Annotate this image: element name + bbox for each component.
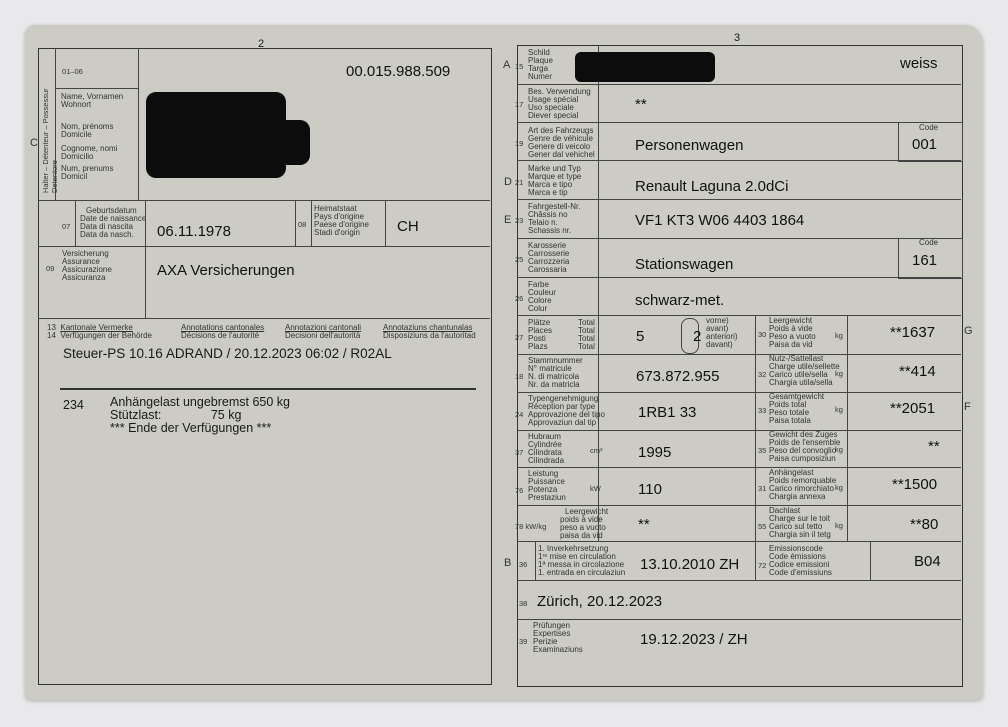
row33-number: 33 bbox=[758, 406, 767, 415]
row36-number: 36 bbox=[519, 560, 528, 569]
letter-a: A bbox=[503, 59, 511, 71]
row25-label: Karosserie Carrosserie Carrozzeria Carossaria bbox=[528, 241, 570, 274]
letter-d: D bbox=[504, 176, 512, 188]
row55-number: 55 bbox=[758, 522, 767, 531]
row37-number: 37 bbox=[515, 448, 524, 457]
row17-top bbox=[517, 84, 961, 85]
row35-number: 35 bbox=[758, 446, 767, 455]
redacted-plate bbox=[575, 52, 715, 82]
row09-vertical bbox=[145, 246, 146, 318]
letter-e: E bbox=[504, 214, 512, 226]
name-labels: Name, Vornamen Wohnort Nom, prénoms Domicile Cognome, nomi Domicilio Num, prenums Domicil bbox=[61, 92, 124, 181]
row26-value: schwarz-met. bbox=[635, 292, 725, 309]
row27-front-label: vorne) avant) anteriori) davant) bbox=[706, 316, 738, 349]
row55-label: Dachlast Charge sur le toit Carico sul tetto Chargia sin il tetg bbox=[769, 506, 831, 539]
holder-vertical-text: Halter – Détenteur – Possessur Detentore bbox=[41, 88, 59, 193]
row19-label: Art des Fahrzeugs Genre de véhicule Genere di veicolo Gener dal vehichel bbox=[528, 126, 595, 159]
row31-value: **1500 bbox=[892, 476, 938, 493]
row25-code-label: Code bbox=[919, 238, 939, 247]
row32-unit: kg bbox=[835, 369, 843, 378]
row30-number: 30 bbox=[758, 330, 767, 339]
row18-value: 673.872.955 bbox=[636, 368, 720, 385]
row37-label: Hubraum Cylindrée Cilindrata Cilindrada bbox=[528, 432, 565, 465]
row37-unit: cm³ bbox=[590, 446, 603, 455]
row19-code-label: Code bbox=[919, 123, 939, 132]
row33-value: **2051 bbox=[890, 400, 936, 417]
row24-number: 24 bbox=[515, 410, 524, 419]
row39-label: Prüfungen Expertises Perizie Examinaziuns bbox=[533, 621, 583, 654]
row33-unit: kg bbox=[835, 405, 843, 414]
row35-value: ** bbox=[928, 438, 940, 455]
row30-unit: kg bbox=[835, 331, 843, 340]
row78-number: 78 kW/kg bbox=[515, 522, 547, 531]
letter-c: C bbox=[30, 137, 38, 149]
row07-number: 07 bbox=[62, 222, 71, 231]
row27-value: 5 bbox=[636, 328, 645, 345]
row35-label: Gewicht des Zuges Poids de l'ensemble Peso del convoglio Paisa cumposiziun bbox=[769, 430, 841, 463]
row07-value: 06.11.1978 bbox=[157, 223, 231, 240]
row21-number: 21 bbox=[515, 178, 524, 187]
row25-code: 161 bbox=[912, 252, 938, 269]
row39-value: 19.12.2023 / ZH bbox=[640, 631, 748, 648]
row32-number: 32 bbox=[758, 370, 767, 379]
row36-top bbox=[517, 541, 961, 542]
row23-number: 23 bbox=[515, 216, 524, 225]
row21-top bbox=[517, 160, 961, 161]
row08-number: 08 bbox=[298, 220, 307, 229]
row24-label: Typengenehmigung Réception par type Approvazione del tipo Approvaziun dal tip bbox=[528, 394, 605, 427]
row08-value: CH bbox=[397, 218, 419, 235]
row17-number: 17 bbox=[515, 100, 524, 109]
row23-label: Fahrgestell-Nr. Châssis no Telaio n. Schassis nr. bbox=[528, 202, 581, 235]
row76-unit: kW bbox=[590, 484, 601, 493]
row19-top bbox=[517, 122, 961, 123]
row37-top bbox=[517, 430, 961, 431]
row08-vertical bbox=[295, 200, 296, 246]
row18-number: 18 bbox=[515, 372, 524, 381]
row07-top-line bbox=[38, 200, 490, 201]
row55-value: **80 bbox=[910, 516, 939, 533]
row09-top-line bbox=[38, 246, 490, 247]
row25-value: Stationswagen bbox=[635, 256, 734, 273]
row01-number: 01–06 bbox=[62, 67, 83, 76]
row13-labels-rm: Annotaziuns chantunalas Disposiziuns da l'autoritad bbox=[383, 323, 476, 340]
row36-vertical bbox=[535, 541, 536, 580]
row36-value: 13.10.2010 ZH bbox=[640, 556, 740, 573]
row15-number: 15 bbox=[515, 62, 524, 71]
row32-label: Nutz-/Sattellast Charge utile/sellette Carico utile/sella Chargia utila/sella bbox=[769, 354, 840, 387]
grid-top bbox=[517, 315, 961, 316]
row31-unit: kg bbox=[835, 483, 843, 492]
row19-value: Personenwagen bbox=[635, 137, 744, 154]
row13-labels-it: Annotazioni cantonali Decisioni dell'autorità bbox=[285, 323, 362, 340]
row09-value: AXA Versicherungen bbox=[157, 262, 295, 279]
row13-top-line bbox=[38, 318, 490, 319]
row78-label: Leergewicht poids à vide peso a vuoto paisa da vid bbox=[560, 507, 609, 540]
row38-top bbox=[517, 580, 961, 581]
row27-total: Total Total Total Total bbox=[578, 318, 595, 351]
row38-value: Zürich, 20.12.2023 bbox=[537, 593, 663, 610]
row76-number: 76 bbox=[515, 486, 524, 495]
row24-top bbox=[517, 392, 961, 393]
row09-label: Versicherung Assurance Assicurazione Assicuranza bbox=[62, 249, 112, 282]
row19-code: 001 bbox=[912, 136, 938, 153]
row27-label: Plätze Places Posti Plazs bbox=[528, 318, 553, 351]
row15-value: weiss bbox=[900, 55, 938, 72]
row18-label: Stammnummer N° matricule N. di matricola Nr. da matricla bbox=[528, 356, 583, 389]
row25-top bbox=[517, 238, 961, 239]
row30-label: Leergewicht Poids à vide Peso a vuoto Paisa da vid bbox=[769, 316, 816, 349]
page-number-left: 2 bbox=[258, 38, 265, 50]
row31-label: Anhängelast Poids remorquable Carico rimorchiato Chargia annexa bbox=[769, 468, 837, 501]
row37-value: 1995 bbox=[638, 444, 672, 461]
row13-labels: 13 Kantonale Vermerke 14 Verfügungen der Behörde bbox=[47, 323, 152, 340]
remark-code: 234 bbox=[63, 398, 84, 412]
row38-number: 38 bbox=[519, 599, 528, 608]
row09-number: 09 bbox=[46, 264, 55, 273]
row21-label: Marke und Typ Marque et type Marca e tipo Marca e tip bbox=[528, 164, 582, 197]
left-vertical-2 bbox=[138, 48, 139, 200]
row31-number: 31 bbox=[758, 484, 767, 493]
row76-top bbox=[517, 467, 961, 468]
page-number-right: 3 bbox=[734, 32, 741, 44]
row72-value: B04 bbox=[914, 553, 941, 570]
row17-value: ** bbox=[635, 96, 647, 113]
row72-vertical bbox=[870, 541, 871, 580]
row76-value: 110 bbox=[638, 481, 662, 498]
row08-label: Heimatstaat Pays d'origine Paese d'origine Stadi d'origin bbox=[314, 204, 369, 237]
row27-number: 27 bbox=[515, 333, 524, 342]
redacted-name-2 bbox=[240, 120, 310, 165]
row36-label: 1. Inverkehrsetzung 1ʳᵉ mise en circulation 1ª messa in circolazione 1. entrada en circulaziun bbox=[538, 544, 626, 577]
row01-divider bbox=[55, 88, 138, 89]
row33-label: Gesamtgewicht Poids total Peso totale Paisa totala bbox=[769, 392, 825, 425]
row39-top bbox=[517, 619, 961, 620]
right-label-divider bbox=[598, 45, 599, 325]
letter-f: F bbox=[964, 401, 971, 413]
row21-value: Renault Laguna 2.0dCi bbox=[635, 178, 789, 195]
remarks-divider bbox=[60, 388, 476, 390]
row76-label: Leistung Puissance Potenza Prestaziun bbox=[528, 469, 566, 502]
row01-value: 00.015.988.509 bbox=[346, 63, 451, 80]
row55-unit: kg bbox=[835, 521, 843, 530]
row08-vertical-3 bbox=[385, 200, 386, 246]
row19-number: 19 bbox=[515, 139, 524, 148]
row27-front-value: 2 bbox=[693, 328, 702, 345]
row07-label: Geburtsdatum Date de naissance Data di nascita Data da nasch. bbox=[80, 206, 147, 239]
row26-top bbox=[517, 277, 961, 278]
row15-label: Schild Plaque Targa Numer bbox=[528, 48, 553, 81]
row72-label: Emissionscode Code émissions Codice emissioni Code d'emissiuns bbox=[769, 544, 832, 577]
grid-right-divider bbox=[847, 315, 848, 541]
row07-vertical bbox=[75, 200, 76, 246]
row26-number: 26 bbox=[515, 294, 524, 303]
row35-unit: kg bbox=[835, 445, 843, 454]
row08-vertical-2 bbox=[311, 200, 312, 246]
tax-line: Steuer-PS 10.16 ADRAND / 20.12.2023 06:02 / R02AL bbox=[63, 346, 392, 361]
letter-b: B bbox=[504, 557, 512, 569]
row32-value: **414 bbox=[899, 363, 936, 380]
row18-top bbox=[517, 354, 961, 355]
row30-value: **1637 bbox=[890, 324, 936, 341]
row78-value: ** bbox=[638, 516, 650, 533]
row23-top bbox=[517, 199, 961, 200]
row72-number: 72 bbox=[758, 561, 767, 570]
row25-number: 25 bbox=[515, 255, 524, 264]
row26-label: Farbe Couleur Colore Colur bbox=[528, 280, 557, 313]
row39-number: 39 bbox=[519, 637, 528, 646]
row17-label: Bes. Verwendung Usage spécial Uso speciale Diever special bbox=[528, 87, 591, 120]
row13-labels-fr: Annotations cantonales Décisions de l'autorité bbox=[181, 323, 265, 340]
letter-g: G bbox=[964, 325, 973, 337]
row24-value: 1RB1 33 bbox=[638, 404, 697, 421]
row23-value: VF1 KT3 W06 4403 1864 bbox=[635, 212, 805, 229]
row78-top bbox=[517, 505, 961, 506]
remarks-text: Anhängelast ungebremst 650 kg Stützlast: 75 kg *** Ende der Verfügungen *** bbox=[110, 395, 290, 435]
